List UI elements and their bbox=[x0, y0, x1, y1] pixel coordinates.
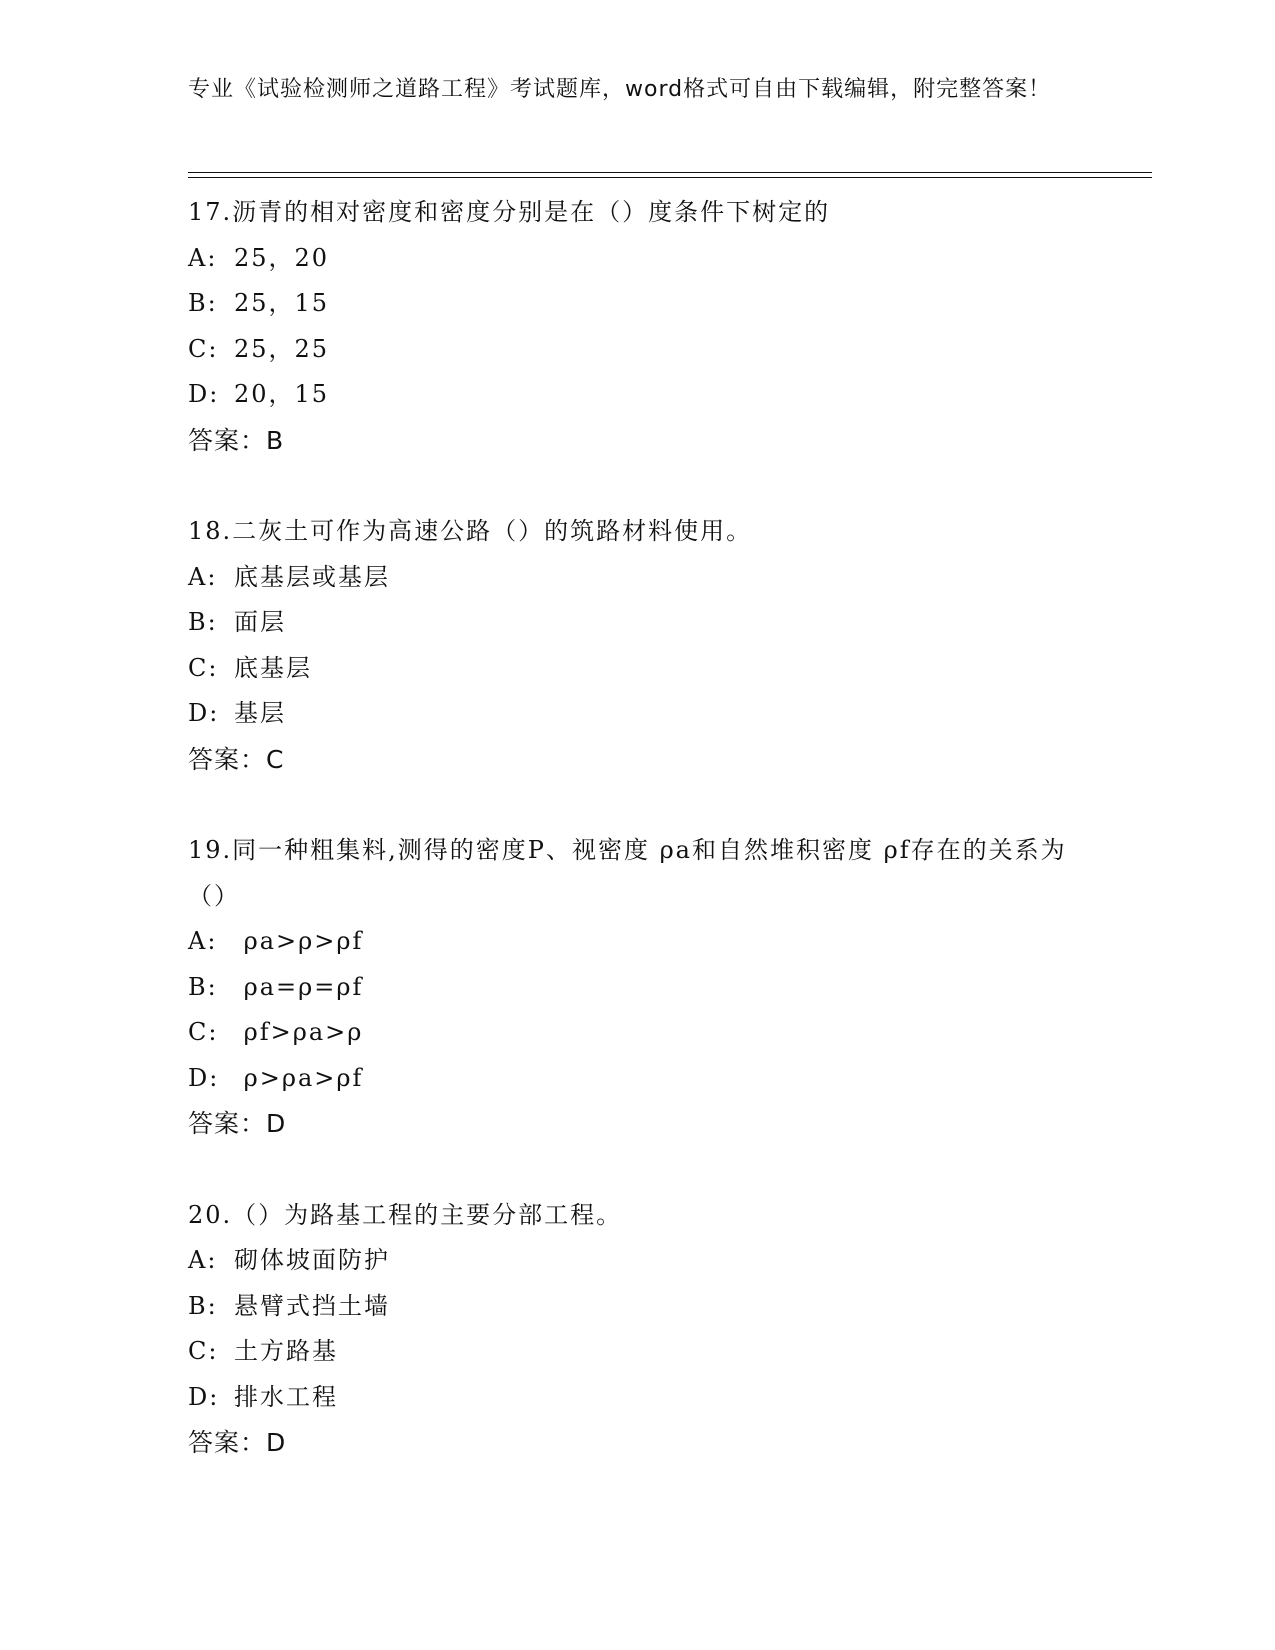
option-text: 25，15 bbox=[234, 289, 330, 317]
option-key: D: bbox=[188, 699, 220, 727]
option-text: 底基层或基层 bbox=[234, 562, 390, 591]
answer: 答案：D bbox=[188, 1109, 287, 1138]
option-key: A: bbox=[188, 562, 218, 591]
question-18 bbox=[188, 509, 1088, 782]
answer: 答案：B bbox=[188, 425, 285, 455]
option-key: C: bbox=[188, 1018, 219, 1046]
option-a bbox=[188, 555, 1088, 601]
answer: 答案：D bbox=[188, 1428, 287, 1457]
question-stem: 19.同一种粗集料,测得的密度P、视密度 ρa和自然堆积密度 ρf存在的关系为（） bbox=[188, 836, 1067, 910]
option-text: 基层 bbox=[234, 699, 286, 727]
option-key: A: bbox=[188, 927, 218, 955]
question-stem: 17.沥青的相对密度和密度分别是在（）度条件下树定的 bbox=[188, 198, 831, 226]
option-text: 20，15 bbox=[234, 380, 330, 408]
option-text: 25，25 bbox=[234, 334, 330, 363]
answer: 答案：C bbox=[188, 744, 285, 774]
question-20 bbox=[188, 1193, 1088, 1466]
option-key: C: bbox=[188, 1337, 219, 1365]
option-b bbox=[188, 281, 1088, 327]
option-text: 砌体坡面防护 bbox=[234, 1246, 390, 1274]
option-key: B: bbox=[188, 972, 218, 1001]
option-key: A: bbox=[188, 243, 218, 272]
option-b bbox=[188, 1284, 1088, 1330]
header-rule-top bbox=[188, 172, 1152, 173]
option-d bbox=[188, 1375, 1088, 1421]
option-text: 底基层 bbox=[234, 653, 312, 682]
option-key: B: bbox=[188, 1291, 218, 1320]
question-19 bbox=[188, 828, 1088, 1147]
option-c bbox=[188, 327, 1088, 373]
header-rule-bottom bbox=[188, 177, 1152, 178]
option-key: C: bbox=[188, 653, 219, 682]
question-stem: 20.（）为路基工程的主要分部工程。 bbox=[188, 1200, 623, 1229]
question-stem: 18.二灰土可作为高速公路（）的筑路材料使用。 bbox=[188, 517, 753, 545]
option-d bbox=[188, 691, 1088, 737]
question-list bbox=[188, 190, 1088, 1512]
option-key: A: bbox=[188, 1246, 218, 1274]
option-key: B: bbox=[188, 289, 218, 317]
option-d bbox=[188, 1056, 1088, 1102]
option-c bbox=[188, 646, 1088, 692]
option-key: D: bbox=[188, 380, 220, 408]
option-text: 25，20 bbox=[234, 243, 330, 272]
option-key: C: bbox=[188, 334, 219, 363]
option-text: ρf>ρa>ρ bbox=[234, 1018, 364, 1046]
option-text: 土方路基 bbox=[234, 1337, 338, 1365]
option-c bbox=[188, 1010, 1088, 1056]
option-text: ρ>ρa>ρf bbox=[234, 1063, 364, 1092]
option-a bbox=[188, 1238, 1088, 1284]
option-text: ρa=ρ=ρf bbox=[234, 972, 364, 1001]
option-c bbox=[188, 1329, 1088, 1375]
option-text: 悬臂式挡土墙 bbox=[234, 1291, 390, 1320]
option-b bbox=[188, 600, 1088, 646]
option-a bbox=[188, 236, 1088, 282]
option-key: D: bbox=[188, 1063, 220, 1092]
option-text: 面层 bbox=[234, 608, 286, 636]
option-d bbox=[188, 372, 1088, 418]
option-text: 排水工程 bbox=[234, 1382, 338, 1411]
option-b bbox=[188, 965, 1088, 1011]
option-a bbox=[188, 919, 1088, 965]
document-header: 专业《试验检测师之道路工程》考试题库，word格式可自由下载编辑，附完整答案！ bbox=[188, 77, 1052, 102]
option-key: B: bbox=[188, 608, 218, 636]
option-key: D: bbox=[188, 1382, 220, 1411]
question-17 bbox=[188, 190, 1088, 463]
option-text: ρa>ρ>ρf bbox=[234, 927, 364, 955]
